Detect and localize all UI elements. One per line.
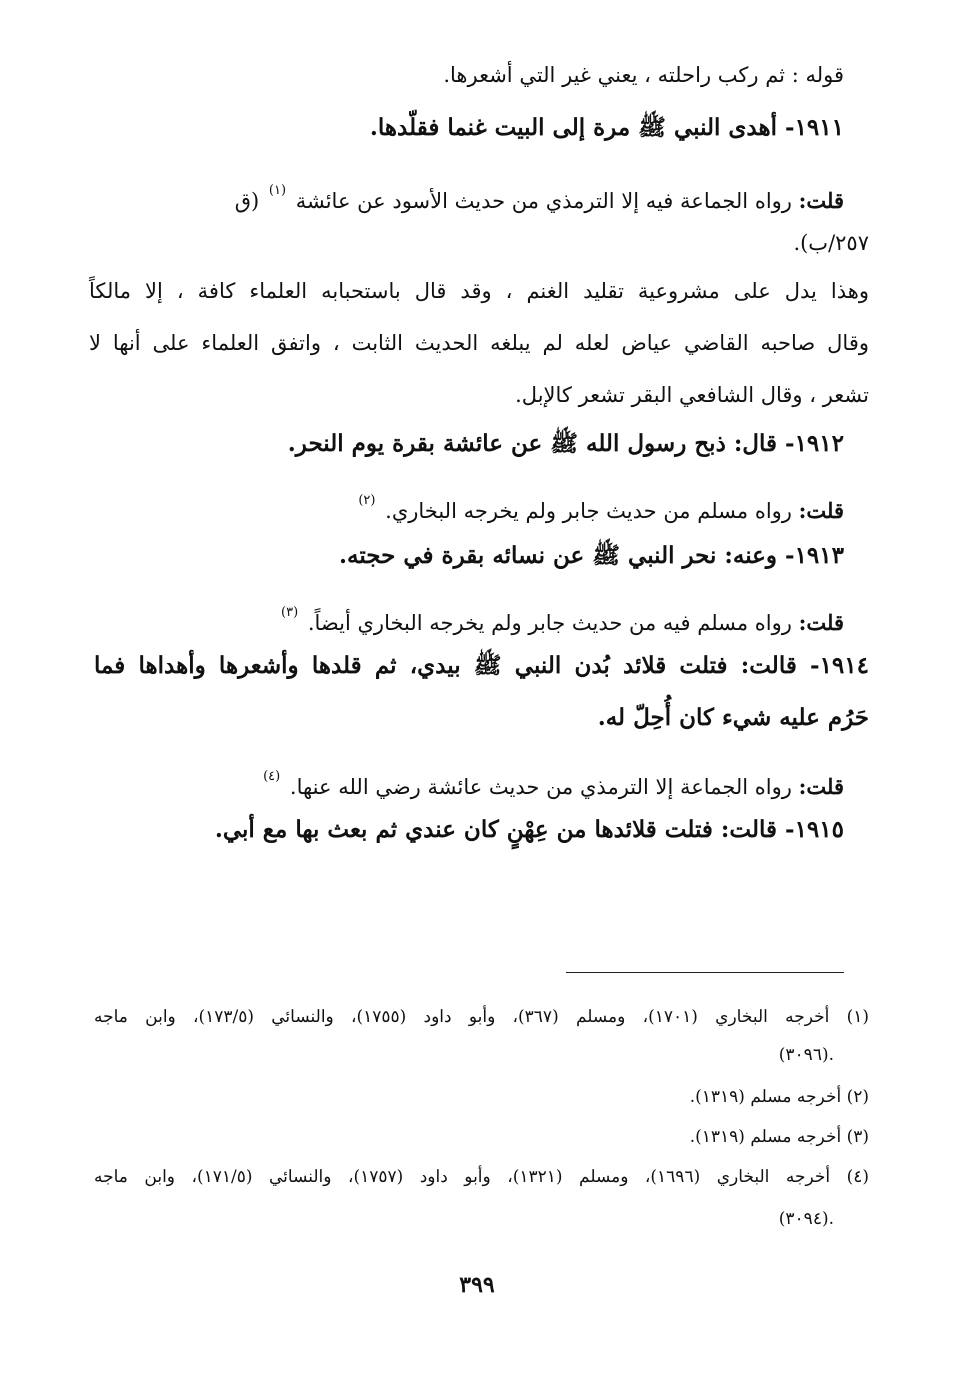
- footnote-2: (٢) أخرجه مسلم (١٣١٩).: [689, 1087, 869, 1107]
- text-line-5: وهذا يدل على مشروعية تقليد الغنم ، وقد قال باستحبابه العلماء كافة ، إلا مالكاً: [89, 279, 869, 303]
- comment-1913: [278, 598, 844, 638]
- text-line-4: ٢٥٧/ب).: [793, 231, 869, 255]
- footnote-1-cont: (٣٠٩٦).: [778, 1045, 834, 1065]
- comment-text: رواه الجماعة إلا الترمذي من حديث عائشة رضي الله عنها.: [289, 775, 792, 799]
- qultu-label: قلت:: [798, 610, 844, 635]
- text-line-1: قوله : ثم ركب راحلته ، يعني غير التي أشعرها.: [443, 63, 844, 87]
- page-number: ٣٩٩: [459, 1272, 495, 1298]
- qultu-label: قلت:: [798, 774, 844, 799]
- footnote-4: (٤) أخرجه البخاري (١٦٩٦)، ومسلم (١٣٢١)، وأبو داود (١٧٥٧)، والنسائي (١٧١/٥)، وابن ماجه: [94, 1167, 870, 1187]
- footnote-ref-1: (١): [268, 183, 287, 198]
- comment-tail: (ق: [234, 189, 260, 213]
- qultu-label: قلت:: [798, 188, 844, 213]
- comment-text: رواه مسلم من حديث جابر ولم يخرجه البخاري.: [385, 499, 792, 523]
- qultu-label: قلت:: [798, 498, 844, 523]
- comment-1911: [84, 176, 844, 216]
- footnote-divider: [566, 972, 844, 973]
- footnote-3: (٣) أخرجه مسلم (١٣١٩).: [689, 1127, 869, 1147]
- comment-1914: [260, 762, 844, 802]
- footnote-4-cont: (٣٠٩٤).: [778, 1209, 834, 1229]
- hadith-1914: ١٩١٤- قالت: فتلت قلائد بُدن النبي ﷺ بيدي، ثم قلدها وأشعرها وأهداها فما: [94, 652, 869, 679]
- footnote-ref-3: (٣): [281, 605, 299, 620]
- comment-text: رواه الجماعة فيه إلا الترمذي من حديث الأسود عن عائشة: [295, 189, 792, 213]
- hadith-1913: ١٩١٣- وعنه: نحر النبي ﷺ عن نسائه بقرة في حجته.: [339, 542, 844, 569]
- hadith-1912: ١٩١٢- قال: ذبح رسول الله ﷺ عن عائشة بقرة يوم النحر.: [287, 430, 844, 457]
- hadith-1915: ١٩١٥- قالت: فتلت قلائدها من عِهْنٍ كان عندي ثم بعث بها مع أبي.: [214, 816, 844, 843]
- text-line-6: وقال صاحبه القاضي عياض لعله لم يبلغه الحديث الثابت ، واتفق العلماء على أنها لا: [89, 331, 869, 355]
- text-line-7: تشعر ، وقال الشافعي البقر تشعر كالإبل.: [515, 383, 869, 407]
- comment-1912: [355, 486, 844, 526]
- hadith-1914-cont: حَرُم عليه شيء كان أُحِلّ له.: [597, 704, 869, 731]
- comment-text: رواه مسلم فيه من حديث جابر ولم يخرجه البخاري أيضاً.: [307, 611, 792, 635]
- footnote-1: (١) أخرجه البخاري (١٧٠١)، ومسلم (٣٦٧)، وأبو داود (١٧٥٥)، والنسائي (١٧٣/٥)، وابن ماجه: [94, 1007, 869, 1027]
- footnote-ref-2: (٢): [358, 493, 376, 508]
- footnote-ref-4: (٤): [263, 769, 281, 784]
- hadith-1911: ١٩١١- أهدى النبي ﷺ مرة إلى البيت غنما فقلّدها.: [369, 114, 844, 141]
